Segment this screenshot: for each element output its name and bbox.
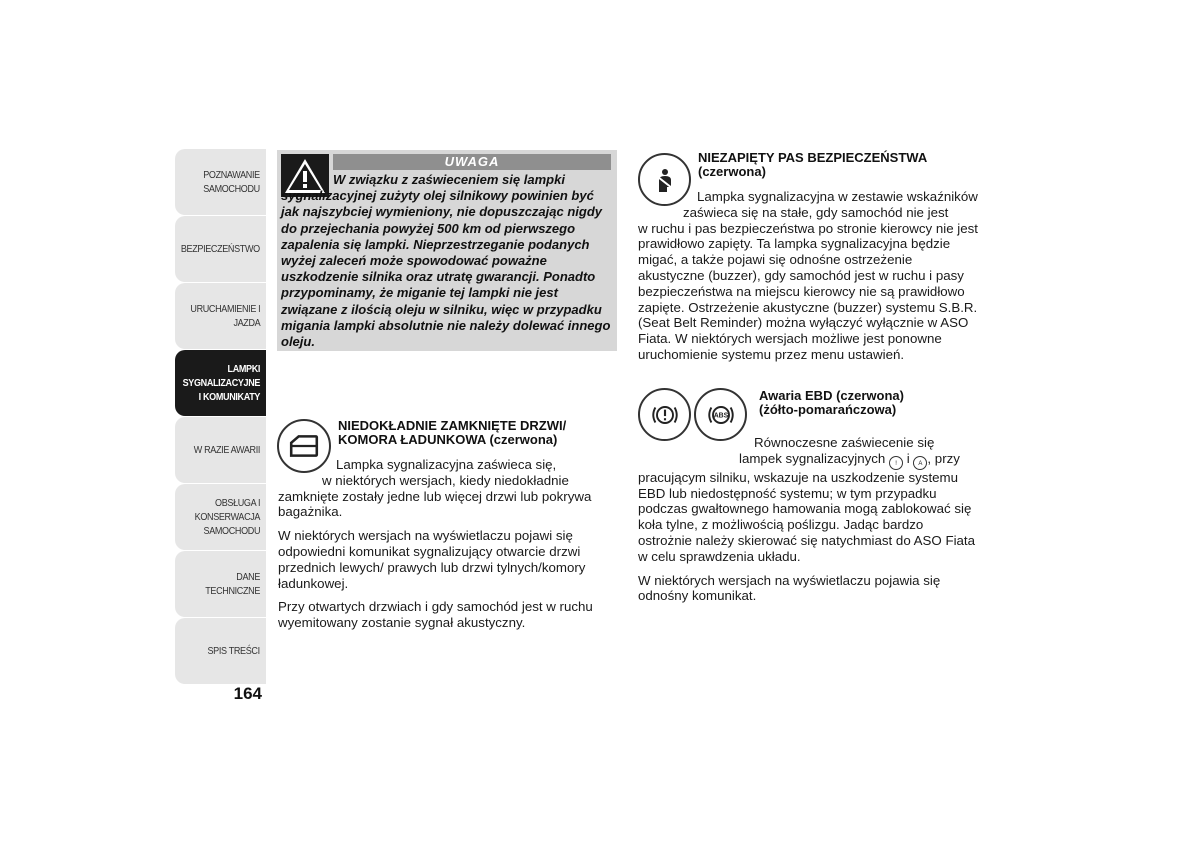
door-body xyxy=(278,457,620,631)
ebd-p1-rest: pracującym silniku, wskazuje na uszkodzenie systemu EBD lub niedostępność systemu; w tym przypadku podczas gwałtownego hamowania mogą zablokować się koła tylne, z możliwością poślizgu. Jadąc bardzo ostrożnie należy skierować się natychmiast do ASO Fiata w celu sprawdzenia układu. xyxy=(638,469,976,564)
seatbelt-body xyxy=(638,189,978,363)
warning-text: W związku z zaświeceniem się lampki sygnalizacyjnej zużyty olej silnikowy powinien być jak najszybciej wymieniony, nie dopuszczając nigdy do przejechania powyżej 500 km od pierwszego zapalenia się lampki. Nieprzestrzeganie podanych wyżej zaleceń może spowodować poważne uszkodzenie silnika oraz utratę gwarancji. Ponadto przypominamy, że miganie tej lampki nie jest związane z ilością oleju w silniku, więc w przypadku migania lampki absolutnie nie należy dolewać innego oleju. xyxy=(281,172,611,350)
tab-lampki-sygnalizacyjne[interactable] xyxy=(175,350,266,416)
ebd-warning-section xyxy=(759,389,979,417)
ebd-p1-line2b: i xyxy=(906,450,910,466)
section-title xyxy=(698,151,998,179)
ebd-p1-line2 xyxy=(638,451,978,470)
seatbelt-p1-line2: zaświeca się na stałe, gdy samochód nie jest xyxy=(683,204,949,220)
tab-w-razie-awarii[interactable] xyxy=(175,417,266,483)
ebd-title-line1: Awaria EBD (czerwona) xyxy=(759,388,904,403)
seatbelt-title-line2: (czerwona) xyxy=(698,164,766,179)
door-paragraph-3: Przy otwartych drzwiach i gdy samochód jest w ruchu wyemitowany zostanie sygnał akustyczny. xyxy=(278,599,593,631)
ebd-p1-line2c: , przy xyxy=(927,450,960,466)
ebd-paragraph-2: W niektórych wersjach na wyświetlaczu pojawia się odnośny komunikat. xyxy=(638,572,941,604)
door-p1-rest: zamknięte zostały jedne lub więcej drzwi lub pokrywa bagażnika. xyxy=(278,488,592,520)
seatbelt-paragraph-1 xyxy=(638,189,978,363)
abs-inline-icon: A xyxy=(913,456,927,470)
tab-label: OBSŁUGA I KONSERWACJA SAMOCHODU xyxy=(194,497,260,537)
abs-icon xyxy=(694,388,747,441)
tab-label: LAMPKI SYGNALIZACYJNE I KOMUNIKATY xyxy=(182,363,260,403)
seatbelt-title-line1: NIEZAPIĘTY PAS BEZPIECZEŃSTWA xyxy=(698,150,928,165)
tab-dane-techniczne[interactable] xyxy=(175,551,266,617)
abs-icon-label: ABS xyxy=(713,412,728,420)
door-p1-line1: Lampka sygnalizacyjna zaświeca się, xyxy=(336,457,557,472)
door-title-line1: NIEDOKŁADNIE ZAMKNIĘTE DRZWI/ xyxy=(338,418,567,433)
ebd-p1-line1: Równoczesne zaświecenie się xyxy=(754,435,935,450)
tab-label: BEZPIECZEŃSTWO xyxy=(181,243,260,255)
tab-obsluga-i-konserwacja[interactable] xyxy=(175,484,266,550)
tab-label: DANE TECHNICZNE xyxy=(205,571,260,597)
door-p1-line2: w niektórych wersjach, kiedy niedokładnie xyxy=(322,472,569,488)
warning-box xyxy=(277,150,617,351)
tab-spis-tresci[interactable] xyxy=(175,618,266,684)
tab-label: SPIS TREŚCI xyxy=(207,645,260,657)
tab-uruchamienie-i-jazda[interactable] xyxy=(175,283,266,349)
seatbelt-warning-section xyxy=(698,151,998,179)
tab-label: URUCHAMIENIE I JAZDA xyxy=(190,303,260,329)
brake-warning-inline-icon: ! xyxy=(889,456,903,470)
tab-bezpieczenstwo[interactable] xyxy=(175,216,266,282)
door-title-line2: KOMORA ŁADUNKOWA xyxy=(338,432,486,447)
page-number: 164 xyxy=(233,684,262,703)
door-paragraph-1 xyxy=(278,457,620,520)
tab-label: W RAZIE AWARII xyxy=(193,444,260,456)
ebd-body xyxy=(638,435,978,604)
brake-warning-icon xyxy=(638,388,691,441)
tab-label: POZNAWANIE SAMOCHODU xyxy=(203,169,260,195)
door-paragraph-2: W niektórych wersjach na wyświetlaczu pojawi się odpowiedni komunikat sygnalizujący otwarcie drzwi przednich lewych/ prawych lub drzwi tylnych/komory ładunkowej. xyxy=(278,528,586,591)
door-title-color: (czerwona) xyxy=(489,432,558,447)
seatbelt-p1-rest: w ruchu i pas bezpieczeństwa po stronie kierowcy nie jest prawidłowo zapięty. Ta lampka sygnalizacyjna będzie migać, a także pojawi się odnośne ostrzeżenie akustyczne (buzzer), gdy samochód jest w ruchu i pasy bezpieczeństwa na miejscu kierowcy nie są prawidłowo zapięte. Ostrzeżenie akustyczne (buzzer) systemu S.B.R. (Seat Belt Reminder) można wyłączyć wyłącznie w ASO Fiata. W niektórych wersjach możliwe jest ponowne uruchomienie systemu przez menu ustawień. xyxy=(638,220,978,362)
ebd-p1-line2a: lampek sygnalizacyjnych xyxy=(739,450,886,466)
section-title xyxy=(759,389,979,417)
section-title xyxy=(338,419,620,447)
ebd-title-line2: (żółto-pomarańczowa) xyxy=(759,402,897,417)
door-warning-section xyxy=(338,419,620,447)
seatbelt-p1-line1: Lampka sygnalizacyjna w zestawie wskaźników xyxy=(697,189,978,204)
ebd-paragraph-1 xyxy=(638,435,978,565)
warning-header: UWAGA xyxy=(333,154,611,170)
chapter-tabs xyxy=(175,149,266,685)
tab-poznawanie-samochodu[interactable] xyxy=(175,149,266,215)
